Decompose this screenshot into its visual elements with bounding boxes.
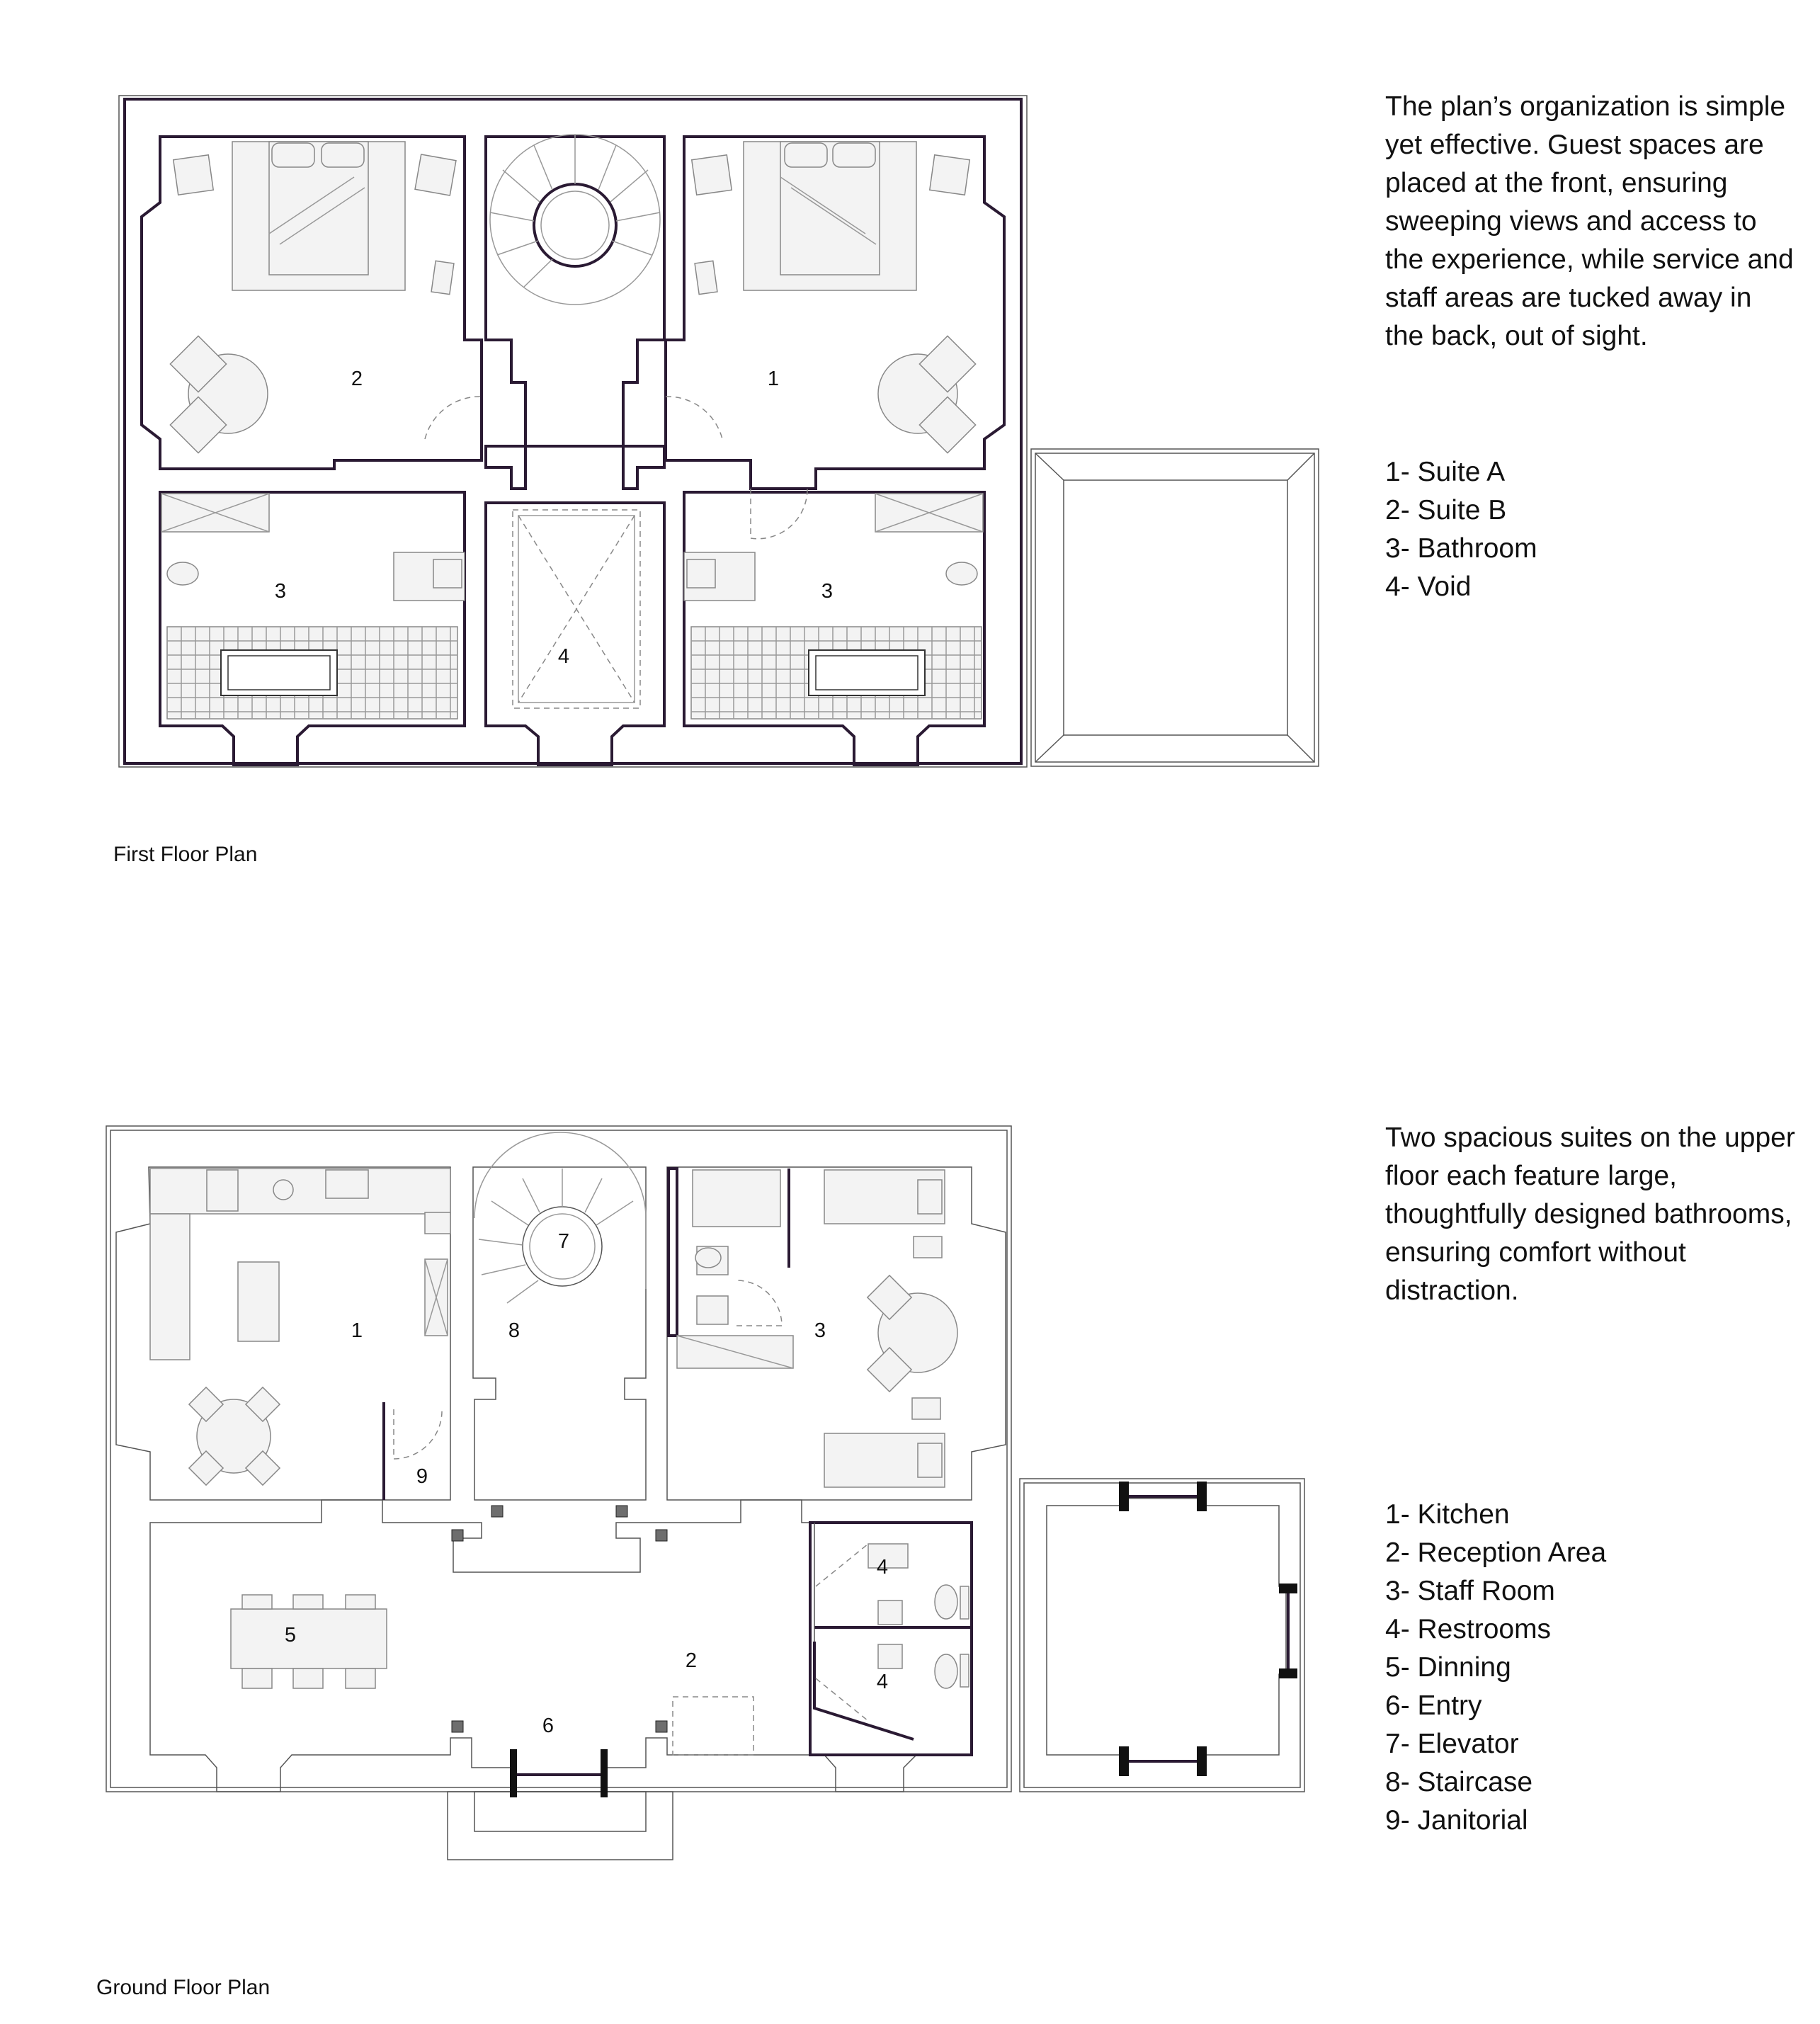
ground-floor-description: Two spacious suites on the upper floor each feature large, thoughtfully designed bathrooms, ensuring comfort without distraction. [1385,1122,1795,1306]
room-number-restroom-top: 4 [876,1556,889,1579]
legend-item: 5- Dinning [1385,1652,1511,1683]
structural-post [452,1721,463,1732]
room-number-suite-a: 1 [767,368,780,390]
structural-post [656,1530,667,1541]
legend-item: 1- Kitchen [1385,1499,1510,1530]
legend-item: 9- Janitorial [1385,1805,1528,1836]
legend-item: 1- Suite A [1385,457,1506,487]
room-number-reception: 2 [685,1649,698,1672]
ground-floor-legend [1385,1496,1606,1840]
kitchen-table [189,1387,280,1485]
staff-room-fixtures [669,1169,957,1487]
legend-item: 4- Void [1385,572,1472,602]
entry-porch [448,1749,673,1860]
room-number-entry: 6 [542,1715,554,1737]
structural-post [656,1721,667,1732]
legend-item: 2- Suite B [1385,495,1507,525]
ground-floor-annex [1020,1479,1304,1792]
legend-item: 8- Staircase [1385,1767,1533,1797]
structural-post [452,1530,463,1541]
room-number-staircase: 8 [508,1319,521,1342]
first-floor-caption: First Floor Plan [113,843,258,866]
reception-desk-outline [673,1697,753,1755]
room-number-restroom-bottom: 4 [876,1671,889,1693]
room-number-bath-left: 3 [274,580,287,603]
first-floor-description: The plan’s organization is simple yet effective. Guest spaces are placed at the front, ensuring sweeping views and access to the experience, while service and staff areas are tucked away in the back, out of sight. [1385,91,1794,351]
room-number-staff-room: 3 [814,1319,826,1342]
room-number-bath-right: 3 [821,580,834,603]
legend-item: 4- Restrooms [1385,1614,1552,1644]
legend-item: 3- Bathroom [1385,533,1537,564]
room-number-dining: 5 [284,1624,297,1647]
ground-spiral-staircase [474,1132,646,1303]
legend-item: 6- Entry [1385,1690,1482,1721]
room-number-janitorial: 9 [416,1465,428,1488]
legend-item: 3- Staff Room [1385,1576,1555,1606]
legend-item: 7- Elevator [1385,1729,1519,1759]
dining-table [231,1595,387,1688]
structural-post [491,1506,503,1517]
room-number-suite-b: 2 [351,368,363,390]
structural-post [616,1506,627,1517]
kitchen-counters [150,1169,450,1360]
restroom-block [810,1523,972,1755]
room-number-elevator: 7 [557,1230,570,1253]
room-number-kitchen: 1 [351,1319,363,1342]
legend-item: 2- Reception Area [1385,1537,1607,1568]
room-number-void: 4 [557,645,570,668]
stair-room-walls [473,1167,646,1500]
ground-floor-caption: Ground Floor Plan [96,1976,271,1999]
janitorial-closet [384,1402,442,1500]
